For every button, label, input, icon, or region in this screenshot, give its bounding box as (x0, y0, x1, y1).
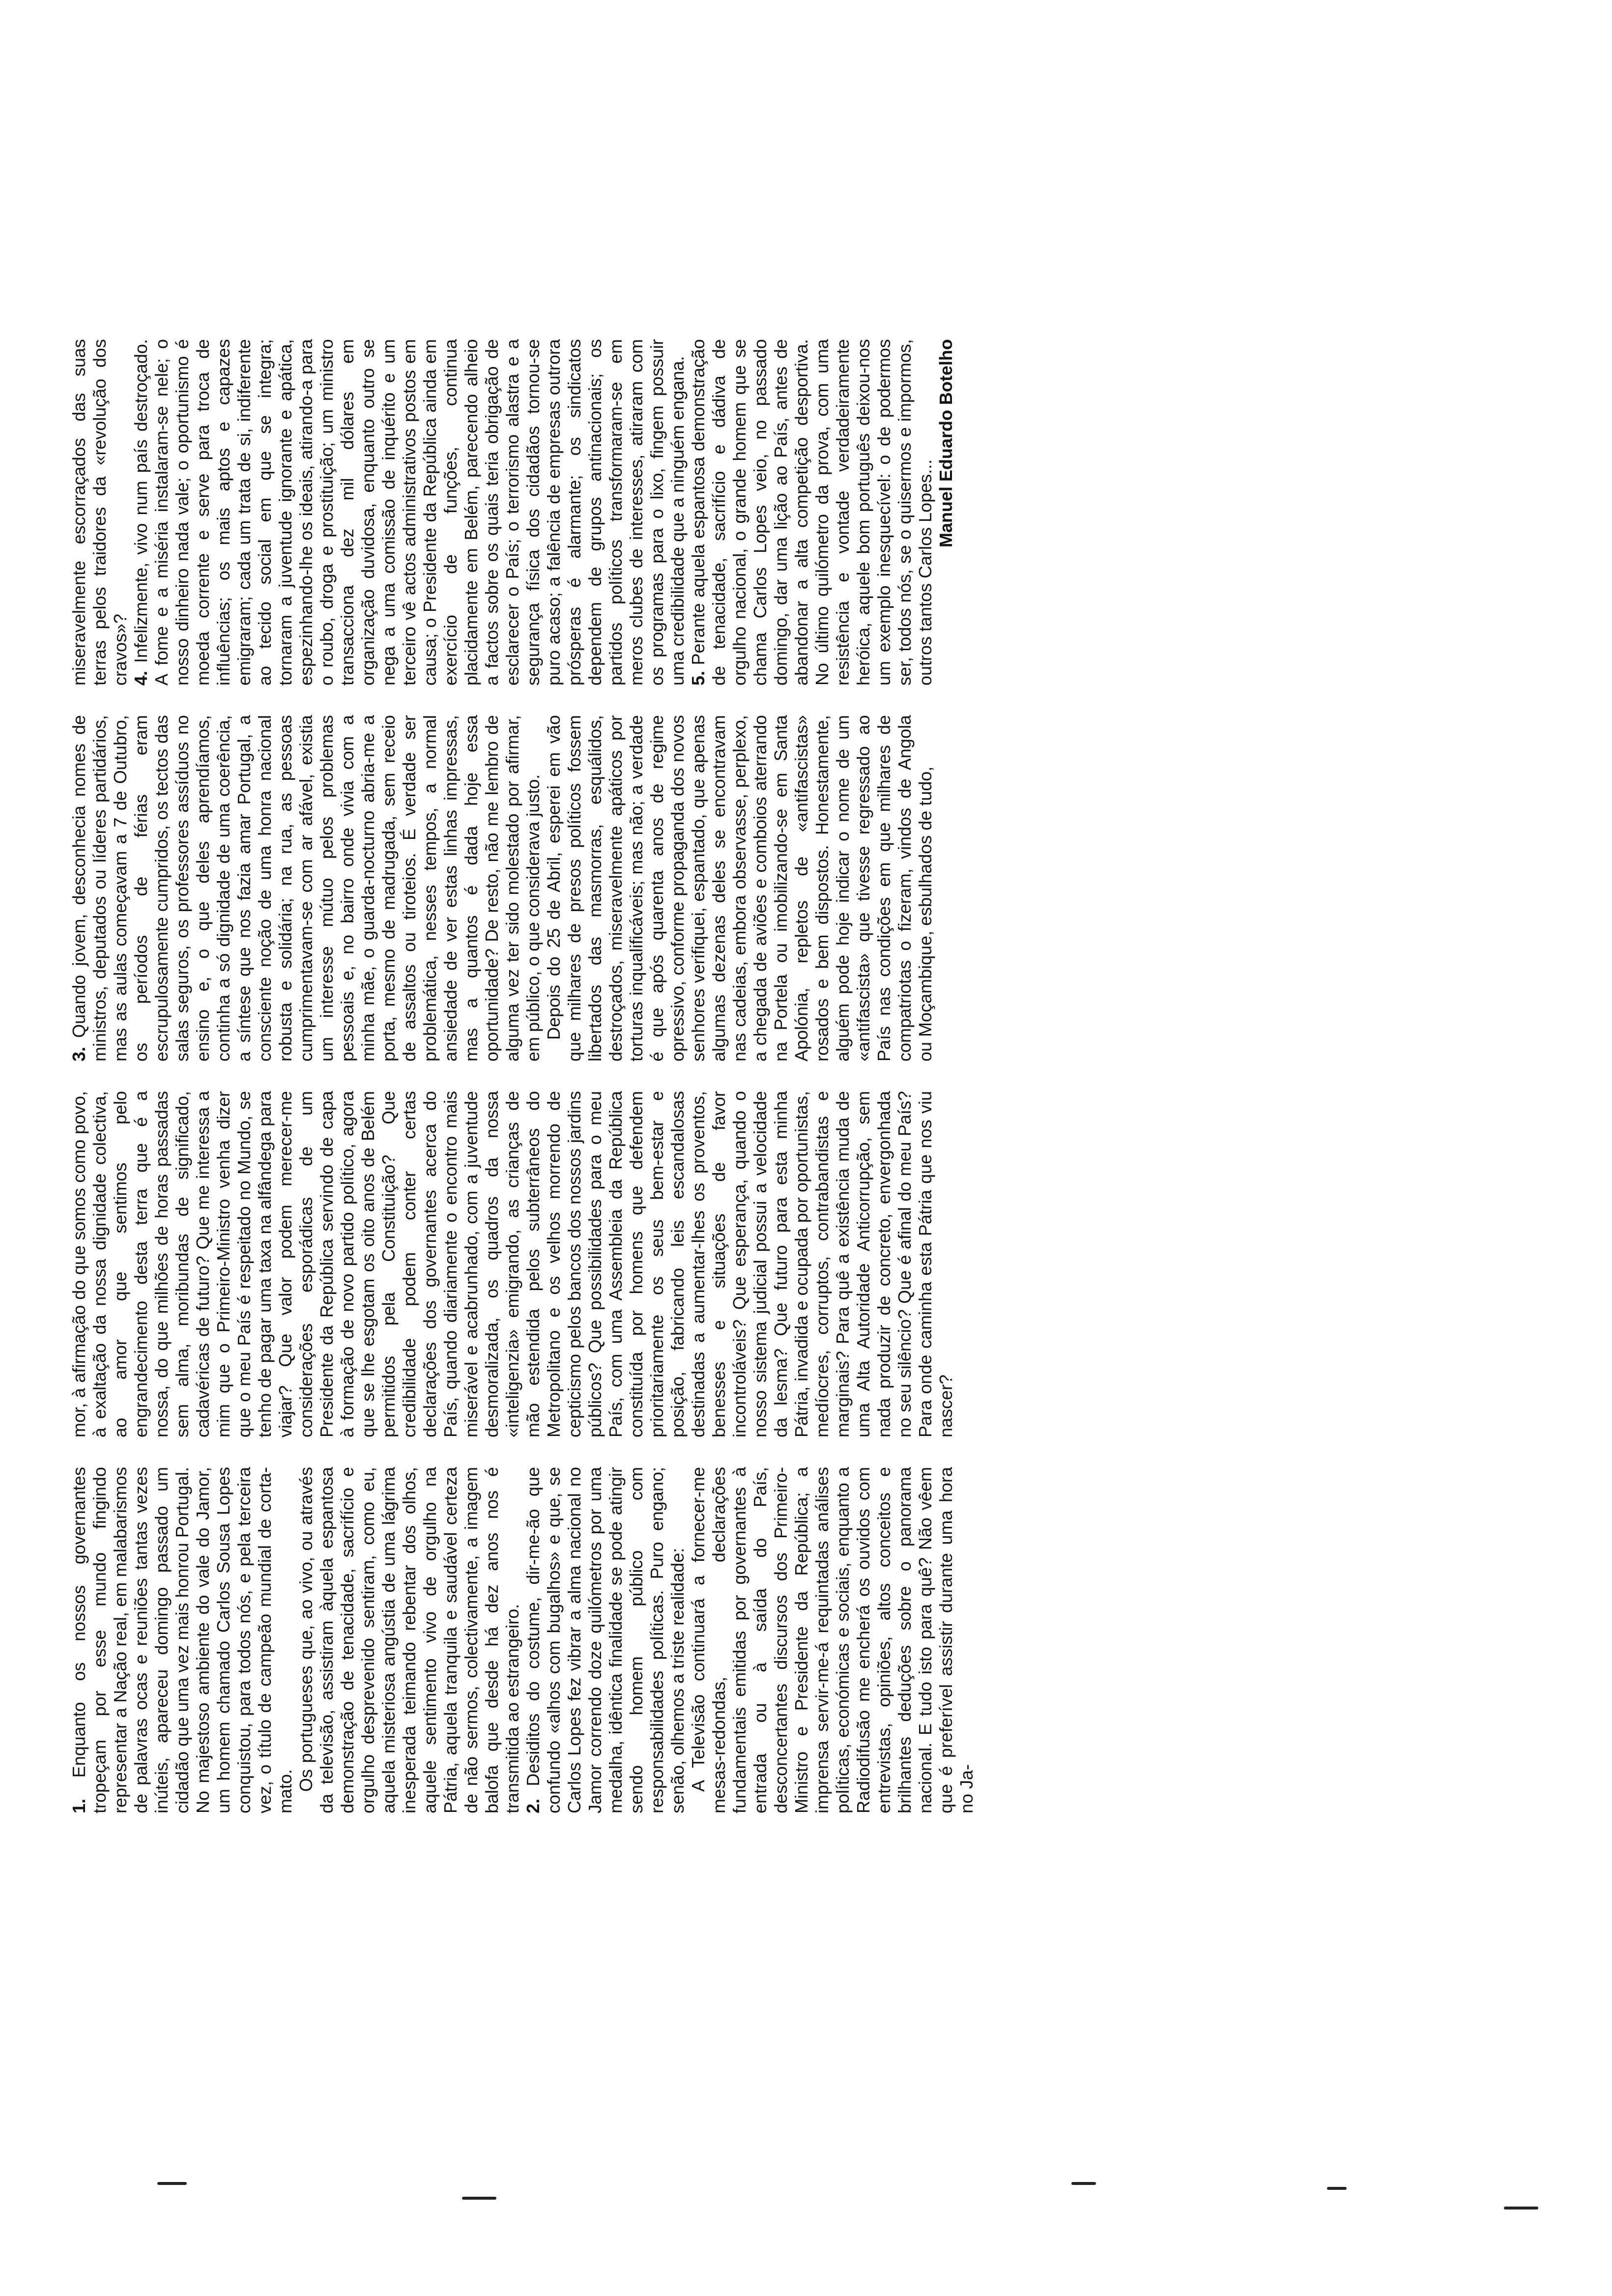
column-1 (69, 1467, 1125, 1813)
paragraph (69, 1467, 296, 1813)
column-3 (69, 715, 1125, 1062)
paragraph: Depois do 25 de Abril, esperei em vão que milhares de presos políticos fossem libertados das masmorras, esquálidos, destroçados, miseravelmente apáticos por torturas inqualificáveis; mas não; a verdade é que após quarenta anos de regime opressivo, conforme propaganda dos novos senhores verifiquei, espantado, que apenas algumas dezenas deles se encontravam nas cadeias, embora observasse, perplexo, a chegada de aviões e comboios aterrando na Portela ou imobilizando-se em Santa Apolónia, repletos de «antifascistas» rosados e bem dispostos. Honestamente, alguém pode hoje indicar o nome de um «antifascista» que tivesse regressado ao País nas condições em que milhares de compatriotas o fizeram, vindos de Angola ou Moçambique, esbulhados de tudo, (544, 715, 935, 1062)
column-2 (69, 1091, 1125, 1437)
section-number: 2. (523, 1798, 543, 1813)
section-number: 3. (69, 1046, 89, 1062)
paragraph (688, 339, 936, 686)
paragraph-text: Perante aquela espantosa demonstração de tenacidade, sacrifício e dádiva de orgulho nacional, o grande homem que se chama Carlos Lopes veio, no passado domingo, dar uma lição ao País, antes de abandonar a alta competição desportiva. No último quilómetro da prova, com uma resistência e vontade verdadeiramente heróica, aquele bom português deixou-nos um exemplo inesquecível: o de podermos ser, todos nós, se o quisermos e impormos, outros tantos Carlos Lopes... (688, 339, 935, 686)
author-signature: Manuel Eduardo Botelho (936, 339, 956, 548)
paragraph: A Televisão continuará a fornecer-me mesas-redondas, declarações fundamentais emitidas por governantes à entrada ou à saída do País, desconcertantes discursos dos Primeiro-Ministro e Presidente da República; a imprensa servir-me-á requintadas análises políticas, económicas e sociais, enquanto a Radiodifusão me encherá os ouvidos com entrevistas, opiniões, altos conceitos e brilhantes deduções sobre o panorama nacional. E tudo isto para quê? Não vêem que é preferível assistir durante uma hora no Ja- (688, 1467, 977, 1813)
section-number: 1. (69, 1798, 89, 1813)
article-body (69, 339, 1125, 1813)
paragraph: Os portugueses que, ao vivo, ou através da televisão, assistiram àquela espantosa demonstração de tenacidade, sacrifício e orgulho desprevenido sentiram, como eu, aquela misteriosa angústia de uma lágrima inesperada teimando rebentar dos olhos, aquele sentimento vivo de orgulho na Pátria, aquela tranquila e saudável certeza de não sermos, colectivamente, a imagem balofa que desde há dez anos nos é transmitida ao estrangeiro. (296, 1467, 522, 1813)
scan-mark (157, 2182, 187, 2185)
paragraph (131, 339, 688, 686)
scan-mark (1071, 2182, 1096, 2185)
paragraph-text: Quando jovem, desconhecia nomes de ministros, deputados ou líderes partidários, mas as aulas começavam a 7 de Outubro, os períodos de férias eram escrupulosamente cumpridos, os tectos das salas seguros, os professores assíduos no ensino e, o que deles aprendíamos, continha a só dignidade de uma coerência, a síntese que nos fazia amar Portugal, a consciente noção de uma honra nacional robusta e solidária; na rua, as pessoas cumprimentavam-se com ar afável, existia um interesse mútuo pelos problemas pessoais e, no bairro onde vivia com a minha mãe, o guarda-nocturno abria-me a porta, mesmo de madrugada, sem receio de assaltos ou tiroteios. É verdade ser problemática, nesses tempos, a normal ansiedade de ver estas linhas impressas, mas a quantos é dada hoje essa oportunidade? De resto, não me lembro de alguma vez ter sido molestado por afirmar, em público, o que considerava justo. (69, 715, 543, 1062)
paragraph: miseravelmente escorraçados das suas terras pelos traidores da «revolução dos cravos»? (69, 339, 130, 686)
paragraph-text: Desiditos do costume, dir-me-ão que confundo «alhos com bugalhos» e que, se Carlos Lopes fez vibrar a alma nacional no Jamor correndo doze quilómetros por uma medalha, idêntica finalidade se pode atingir sendo homem público com responsabilidades políticas. Puro engano; senão, olhemos a triste realidade: (523, 1467, 688, 1813)
scan-mark (1504, 2207, 1538, 2210)
paragraph: mor, à afirmação do que somos como povo, à exaltação da nossa dignidade colectiva, ao amor que sentimos pelo engrandecimento desta terra que é a nossa, do que milhões de horas passadas sem alma, moribundas de significado, cadavéricas de futuro? Que me interessa a mim que o Primeiro-Ministro venha dizer que o meu País é respeitado no Mundo, se tenho de pagar uma taxa na alfândega para viajar? Que valor podem merecer-me considerações esporádicas de um Presidente da República servindo de capa à formação de novo partido político, agora que se lhe esgotam os oito anos de Belém permitidos pela Constituição? Que credibilidade podem conter certas declarações dos governantes acerca do País, quando diariamente o encontro mais miserável e acabrunhado, com a juventude desmoralizada, os quadros da nossa «inteligenzia» emigrando, as crianças de mão estendida pelos subterrâneos do Metropolitano e os velhos morrendo de cepticismo pelos bancos dos nossos jardins públicos? Que possibilidades para o meu País, com uma Assembleia da República constituída por homens que defendem prioritariamente os seus bem-estar e posição, fabricando leis escandalosas destinadas a aumentar-lhes os proventos, benesses e situações de favor incontroláveis? Que esperança, quando o nosso sistema judicial possui a velocidade da lesma? Que futuro para esta minha Pátria, invadida e ocupada por oportunistas, medíocres, corruptos, contrabandistas e marginais? Para quê a existência muda de uma Alta Autoridade Anticorrupção, sem nada produzir de concreto, envergonhada no seu silêncio? Que é afinal do meu País? Para onde caminha esta Pátria que nos viu nascer? (69, 1091, 956, 1437)
scan-mark (462, 2197, 496, 2200)
paragraph-text: Infelizmente, vivo num país destroçado. A fome e a miséria instalaram-se nele; o nosso dinheiro nada vale; o oportunismo é moeda corrente e serve para troca de influências; os mais aptos e capazes emigraram; cada um trata de si, indiferente ao tecido social em que se integra; tornaram a juventude ignorante e apática, espezinhando-lhe os ideais, atirando-a para o roubo, droga e prostituição; um ministro transacciona dez mil dólares em organização duvidosa, enquanto outro se nega a uma comissão de inquérito e um terceiro vê actos administrativos postos em causa; o Presidente da República ainda em exercício de funções, continua placidamente em Belém, parecendo alheio a factos sobre os quais teria obrigação de esclarecer o País; o terrorismo alastra e a segurança física dos cidadãos tornou-se puro acaso; a falência de empresas outrora prósperas é alarmante; os sindicatos dependem de grupos antinacionais; os partidos políticos transformaram-se em meros clubes de interesses, atiraram com os programas para o lixo, fingem possuir uma credibilidade que a ninguém engana. (131, 339, 688, 686)
paragraph-text: Enquanto os nossos governantes tropeçam por esse mundo fingindo representar a Nação real, em malabarismos de palavras ocas e reuniões tantas vezes inúteis, apareceu domingo passado um cidadão que uma vez mais honrou Portugal. No majestoso ambiente do vale do Jamor, um homem chamado Carlos Sousa Lopes conquistou, para todos nós, e pela terceira vez, o título de campeão mundial de corta-mato. (69, 1467, 295, 1813)
paragraph (523, 1467, 688, 1813)
paragraph (69, 715, 544, 1062)
section-number: 5. (688, 670, 708, 686)
section-number: 4. (131, 670, 151, 686)
scan-mark (1327, 2187, 1347, 2190)
column-4 (69, 339, 1125, 686)
